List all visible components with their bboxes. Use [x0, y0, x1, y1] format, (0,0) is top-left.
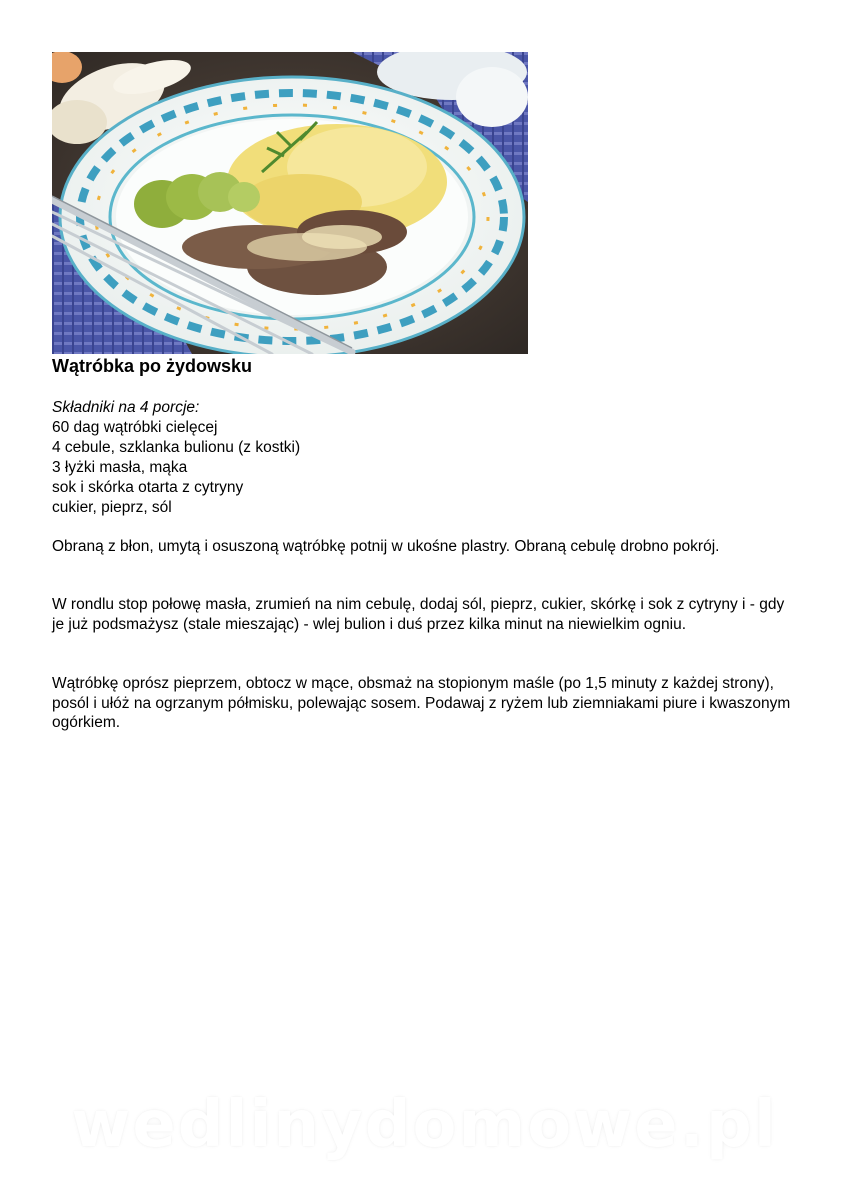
dish-illustration [52, 52, 528, 354]
ingredient-item: cukier, pieprz, sól [52, 499, 172, 516]
recipe-step-3: Wątróbkę oprósz pieprzem, obtocz w mące, obsmaż na stopionym maśle (po 1,5 minuty z każdej strony), posól i ułóż na ogrzanym półmisku, polewając sosem. Podawaj z ryżem lub ziemniakami piure i kwaszonym ogórkiem. [52, 675, 791, 731]
site-watermark: wedlinydomowe.pl [71, 1088, 778, 1162]
ingredient-item: 3 łyżki masła, mąka [52, 459, 188, 476]
dish-photo [52, 52, 528, 354]
ingredient-item: sok i skórka otarta z cytryny [52, 479, 244, 496]
ingredients-list [52, 398, 300, 518]
recipe-step-2: W rondlu stop połowę masła, zrumień na nim cebulę, dodaj sól, pieprz, cukier, skórkę i sok z cytryny i - gdy je już podsmażysz (stale mieszając) - wlej bulion i duś przez kilka minut na niewielkim ogniu. [52, 596, 785, 633]
recipe-step-1: Obraną z błon, umytą i osuszoną wątróbkę potnij w ukośne plastry. Obraną cebulę drobno pokrój. [52, 538, 720, 555]
ingredients-heading: Składniki na 4 porcje: [52, 399, 200, 416]
recipe-title: Wątróbka po żydowsku [52, 356, 253, 376]
ingredient-item: 60 dag wątróbki cielęcej [52, 419, 218, 436]
ingredient-item: 4 cebule, szklanka bulionu (z kostki) [52, 439, 301, 456]
